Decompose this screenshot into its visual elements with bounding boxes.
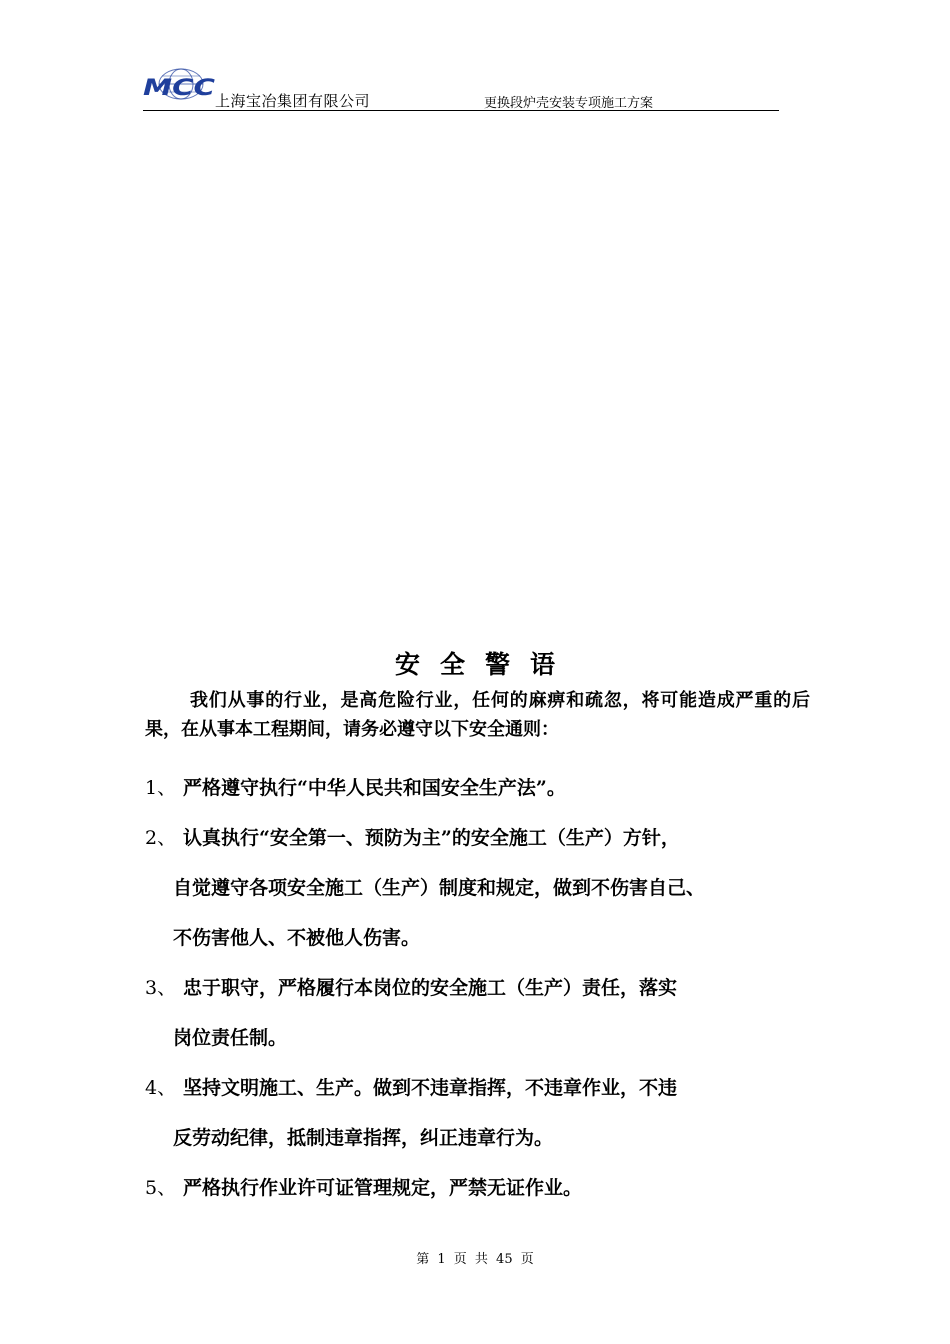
safety-intro-paragraph: 我们从事的行业，是高危险行业，任何的麻痹和疏忽，将可能造成严重的后果，在从事本工程期间，请务必遵守以下安全通则： xyxy=(145,690,810,740)
rule-line: 自觉遵守各项安全施工（生产）制度和规定，做到不伤害自己、 xyxy=(173,877,706,899)
rule-line: 反劳动纪律，抵制违章指挥，纠正违章行为。 xyxy=(173,1127,554,1149)
company-name: 上海宝冶集团有限公司 xyxy=(215,92,371,110)
rule-number: 3、 xyxy=(145,977,177,999)
safety-rules-list xyxy=(145,770,825,1220)
logo-text: MCC xyxy=(143,76,215,101)
header-divider xyxy=(143,110,779,111)
rule-item xyxy=(145,1070,825,1170)
mcc-logo xyxy=(143,66,215,102)
document-title: 更换段炉壳安装专项施工方案 xyxy=(484,96,654,111)
rule-item xyxy=(145,820,825,970)
rule-number: 1、 xyxy=(145,777,177,799)
rule-line: 认真执行“安全第一、预防为主”的安全施工（生产）方针， xyxy=(183,827,680,849)
rule-line: 岗位责任制。 xyxy=(173,1027,288,1049)
rule-line: 严格遵守执行“中华人民共和国安全生产法”。 xyxy=(183,777,566,799)
rule-line: 坚持文明施工、生产。做到不违章指挥，不违章作业，不违 xyxy=(183,1077,678,1099)
rule-line: 不伤害他人、不被他人伤害。 xyxy=(173,927,421,949)
rule-item xyxy=(145,970,825,1070)
rule-item xyxy=(145,770,825,820)
rule-number: 5、 xyxy=(145,1177,177,1199)
safety-warning-title: 安全警语 xyxy=(394,650,575,679)
page-footer: 第 1 页 共 45 页 xyxy=(416,1252,534,1267)
rule-item xyxy=(145,1170,825,1220)
rule-line: 忠于职守，严格履行本岗位的安全施工（生产）责任，落实 xyxy=(183,977,678,999)
rule-line: 严格执行作业许可证管理规定，严禁无证作业。 xyxy=(183,1177,583,1199)
rule-number: 4、 xyxy=(145,1077,177,1099)
page-header xyxy=(143,64,779,112)
rule-number: 2、 xyxy=(145,827,177,849)
